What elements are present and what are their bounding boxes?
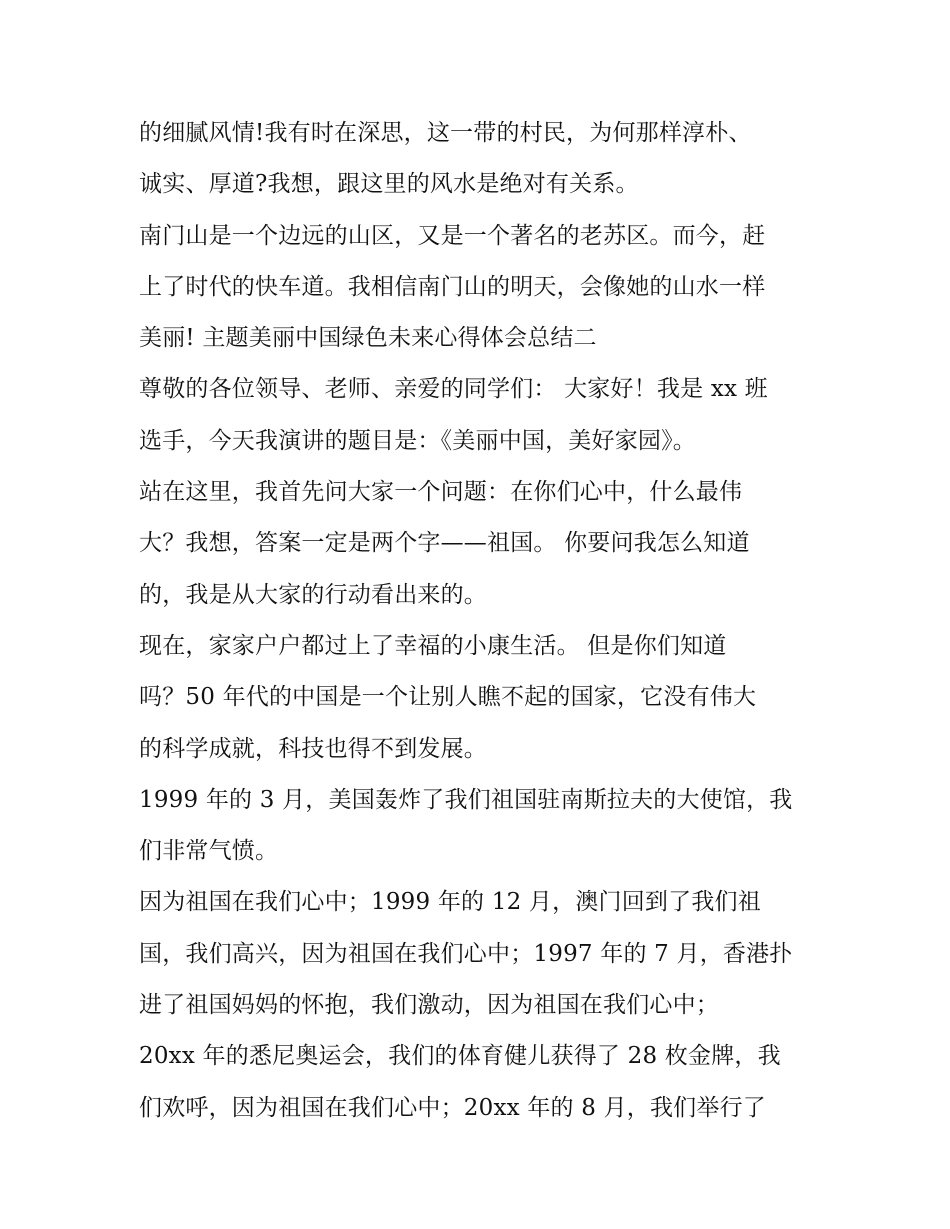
text-line: 因为祖国在我们心中；1999 年的 12 月，澳门回到了我们祖 [139,889,761,916]
text-line: 美丽! 主题美丽中国绿色未来心得体会总结二 [139,325,597,352]
text-line: 现在，家家户户都过上了幸福的小康生活。 但是你们知道 [139,632,727,659]
text-line: 选手，今天我演讲的题目是：《美丽中国，美好家园》。 [139,427,696,454]
text-line: 1999 年的 3 月，美国轰炸了我们祖国驻南斯拉夫的大使馆，我 [139,786,793,813]
text-line: 国，我们高兴，因为祖国在我们心中；1997 年的 7 月，香港扑 [139,940,793,967]
text-line: 大？我想，答案一定是两个字——祖国。 你要问我怎么知道 [139,530,750,557]
text-line: 20xx 年的悉尼奥运会，我们的体育健儿获得了 28 枚金牌，我 [139,1043,781,1070]
text-line: 上了时代的快车道。我相信南门山的明天，会像她的山水一样 [139,273,766,300]
text-line: 们欢呼，因为祖国在我们心中；20xx 年的 8 月，我们举行了 [139,1094,766,1121]
text-line: 站在这里，我首先问大家一个问题：在你们心中，什么最伟 [139,479,743,506]
text-line: 南门山是一个边远的山区，又是一个著名的老苏区。而今，赶 [139,222,766,249]
text-line: 诚实、厚道?我想，跟这里的风水是绝对有关系。 [139,171,639,198]
text-line: 吗？50 年代的中国是一个让别人瞧不起的国家，它没有伟大 [139,684,757,711]
text-line: 的科学成就，科技也得不到发展。 [139,735,487,762]
text-line: 们非常气愤。 [139,838,279,865]
text-line: 的，我是从大家的行动看出来的。 [139,581,487,608]
text-line: 进了祖国妈妈的怀抱，我们激动，因为祖国在我们心中； [139,992,719,1019]
document-body [139,108,829,1134]
text-line: 尊敬的各位领导、老师、亲爱的同学们： 大家好！我是 xx 班 [139,376,768,403]
text-line: 的细腻风情!我有时在深思，这一带的村民，为何那样淳朴、 [139,120,752,146]
